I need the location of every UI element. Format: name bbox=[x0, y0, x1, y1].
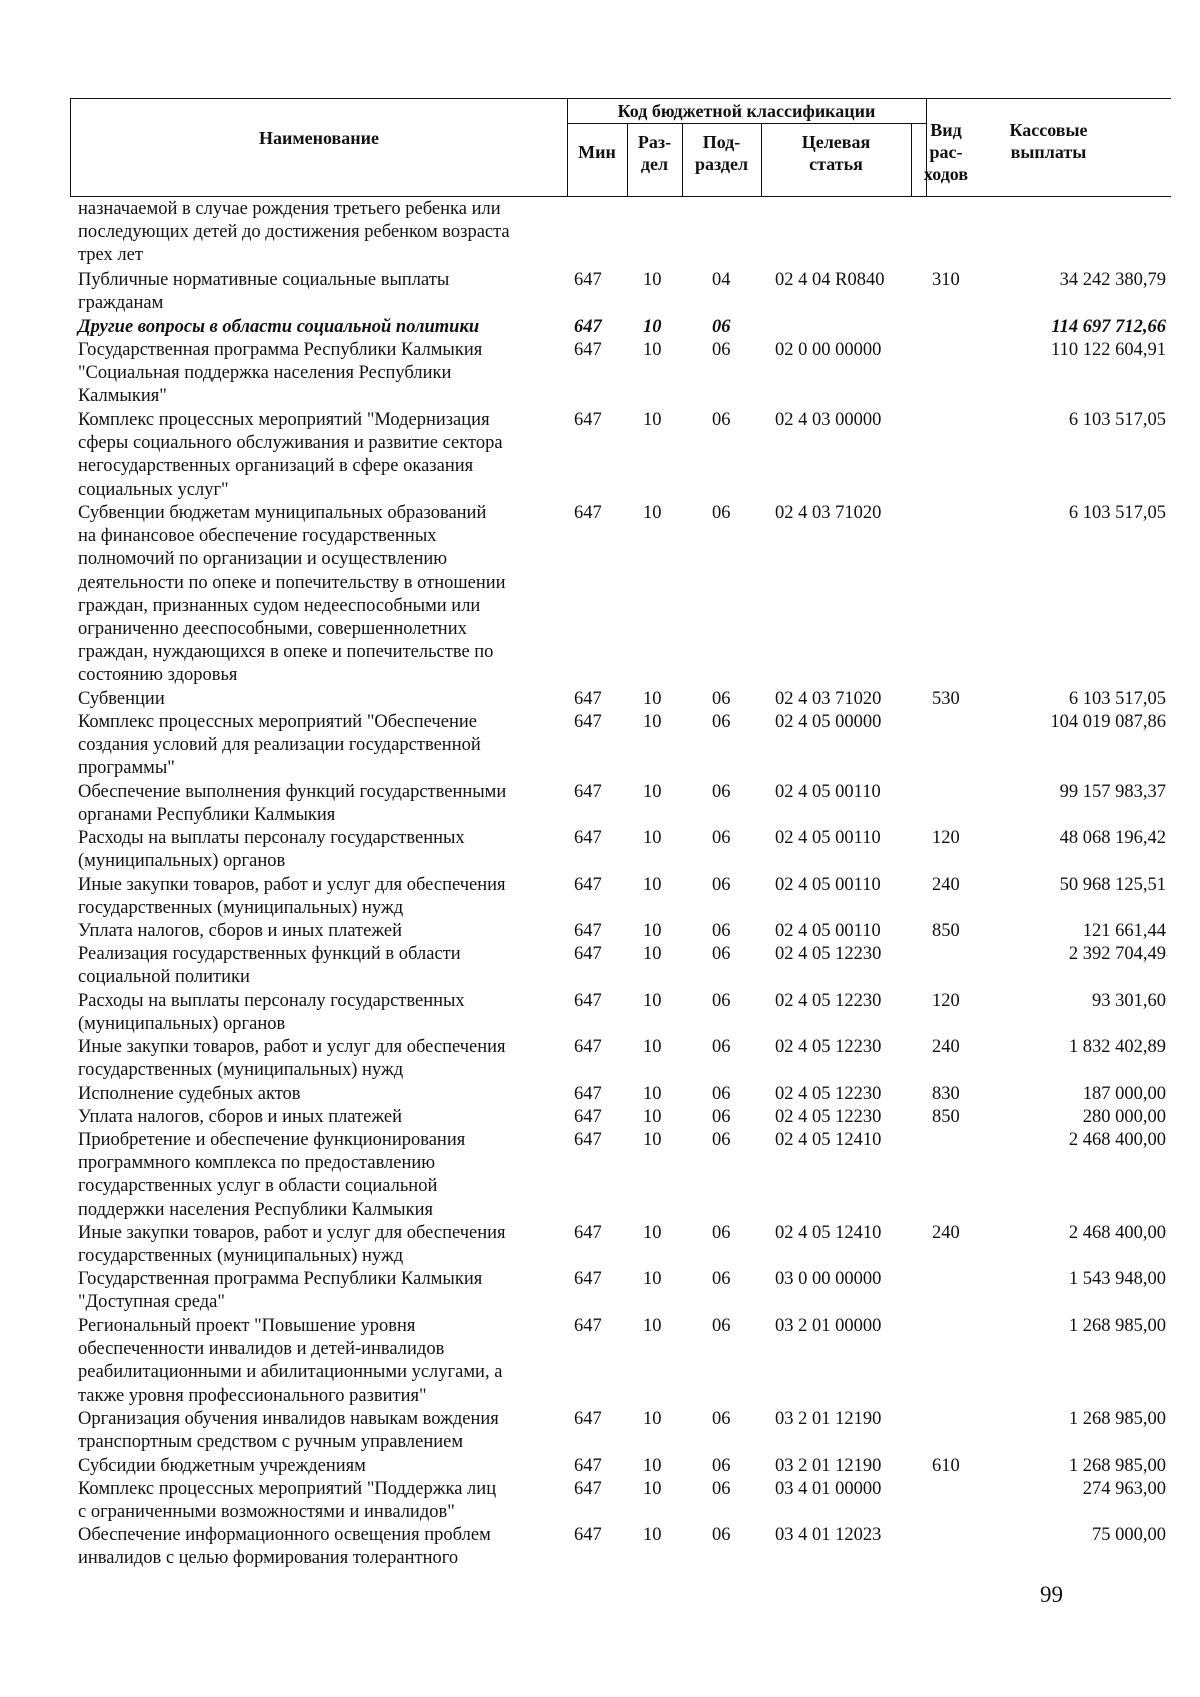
row-podrazdel: 06 bbox=[712, 1084, 731, 1104]
row-name: Обеспечение выполнения функций государственными органами Республики Калмыкия bbox=[78, 782, 507, 826]
row-name: Уплата налогов, сборов и иных платежей bbox=[78, 921, 403, 941]
row-celevaya: 02 4 05 00000 bbox=[775, 712, 882, 732]
row-sum: 280 000,00 bbox=[1082, 1107, 1166, 1127]
row-celevaya: 02 4 03 71020 bbox=[775, 689, 882, 709]
row-sum: 121 661,44 bbox=[1082, 921, 1166, 941]
row-vid: 240 bbox=[932, 1037, 960, 1057]
row-min: 647 bbox=[574, 1037, 602, 1057]
row-min: 647 bbox=[574, 782, 602, 802]
row-sum: 1 543 948,00 bbox=[1068, 1269, 1166, 1289]
row-name: Иные закупки товаров, работ и услуг для обеспечения государственных (муниципальных) нужд bbox=[78, 1037, 506, 1081]
row-razdel: 10 bbox=[643, 1107, 662, 1127]
row-razdel: 10 bbox=[643, 1525, 662, 1545]
row-name: Организация обучения инвалидов навыкам вождения транспортным средством с ручным управлением bbox=[78, 1409, 499, 1453]
row-name: Субсидии бюджетным учреждениям bbox=[78, 1456, 366, 1476]
row-sum: 6 103 517,05 bbox=[1068, 689, 1166, 709]
row-celevaya: 03 0 00 00000 bbox=[775, 1269, 882, 1289]
row-vid: 850 bbox=[932, 921, 960, 941]
row-min: 647 bbox=[574, 875, 602, 895]
row-sum: 114 697 712,66 bbox=[1051, 317, 1166, 337]
row-min: 647 bbox=[574, 689, 602, 709]
row-celevaya: 02 4 05 12410 bbox=[775, 1130, 882, 1150]
row-podrazdel: 06 bbox=[712, 689, 731, 709]
row-sum: 6 103 517,05 bbox=[1068, 503, 1166, 523]
row-name: Государственная программа Республики Калмыкия "Социальная поддержка населения Республики Калмыкия" bbox=[78, 340, 483, 407]
row-podrazdel: 06 bbox=[712, 828, 731, 848]
row-podrazdel: 06 bbox=[712, 991, 731, 1011]
row-razdel: 10 bbox=[643, 712, 662, 732]
page-number: 99 bbox=[1040, 1582, 1063, 1607]
row-vid: 850 bbox=[932, 1107, 960, 1127]
row-name: Обеспечение информационного освещения проблем инвалидов с целью формирования толерантного bbox=[78, 1525, 491, 1569]
header-kassa: Кассовые выплаты bbox=[1009, 120, 1088, 162]
row-name: Приобретение и обеспечение функционирования программного комплекса по предоставлению государственных услуг в области социальной поддержки населения Республики Калмыкия bbox=[78, 1130, 466, 1220]
header-vid: Вид рас- ходов bbox=[923, 120, 969, 184]
row-vid: 310 bbox=[932, 270, 960, 290]
row-podrazdel: 06 bbox=[712, 1107, 731, 1127]
row-celevaya: 02 4 05 12230 bbox=[775, 991, 882, 1011]
row-min: 647 bbox=[574, 1479, 602, 1499]
row-min: 647 bbox=[574, 944, 602, 964]
row-celevaya: 02 4 05 12230 bbox=[775, 1107, 882, 1127]
row-sum: 99 157 983,37 bbox=[1059, 782, 1166, 802]
row-celevaya: 02 4 03 71020 bbox=[775, 503, 882, 523]
header-podrazdel: Под- раздел bbox=[694, 132, 749, 174]
row-razdel: 10 bbox=[643, 1409, 662, 1429]
row-min: 647 bbox=[574, 991, 602, 1011]
table-header bbox=[70, 98, 1171, 197]
row-min: 647 bbox=[574, 1130, 602, 1150]
header-razdel: Раз- дел bbox=[637, 132, 672, 174]
row-podrazdel: 06 bbox=[712, 1269, 731, 1289]
row-podrazdel: 06 bbox=[712, 1037, 731, 1057]
row-razdel: 10 bbox=[643, 317, 662, 337]
row-min: 647 bbox=[574, 1456, 602, 1476]
row-sum: 75 000,00 bbox=[1092, 1525, 1166, 1545]
row-razdel: 10 bbox=[643, 782, 662, 802]
row-vid: 530 bbox=[932, 689, 960, 709]
row-razdel: 10 bbox=[643, 689, 662, 709]
row-celevaya: 02 4 03 00000 bbox=[775, 410, 882, 430]
row-sum: 93 301,60 bbox=[1092, 991, 1166, 1011]
row-name: Субвенции bbox=[78, 689, 165, 709]
row-min: 647 bbox=[574, 1084, 602, 1104]
row-podrazdel: 04 bbox=[712, 270, 731, 290]
row-sum: 50 968 125,51 bbox=[1059, 875, 1166, 895]
row-podrazdel: 06 bbox=[712, 921, 731, 941]
row-vid: 830 bbox=[932, 1084, 960, 1104]
row-celevaya: 02 4 05 00110 bbox=[775, 828, 881, 848]
row-min: 647 bbox=[574, 1316, 602, 1336]
row-razdel: 10 bbox=[643, 270, 662, 290]
row-celevaya: 03 2 01 12190 bbox=[775, 1409, 882, 1429]
row-min: 647 bbox=[574, 828, 602, 848]
row-podrazdel: 06 bbox=[712, 1409, 731, 1429]
row-razdel: 10 bbox=[643, 875, 662, 895]
row-vid: 610 bbox=[932, 1456, 960, 1476]
row-sum: 104 019 087,86 bbox=[1050, 712, 1166, 732]
row-name: Расходы на выплаты персоналу государственных (муниципальных) органов bbox=[78, 828, 465, 872]
row-podrazdel: 06 bbox=[712, 875, 731, 895]
row-vid: 240 bbox=[932, 1223, 960, 1243]
row-podrazdel: 06 bbox=[712, 782, 731, 802]
header-name: Наименование bbox=[259, 128, 379, 148]
row-name: Расходы на выплаты персоналу государственных (муниципальных) органов bbox=[78, 991, 465, 1035]
row-sum: 1 268 985,00 bbox=[1068, 1316, 1166, 1336]
header-min: Мин bbox=[578, 142, 616, 162]
row-vid: 120 bbox=[932, 991, 960, 1011]
row-celevaya: 02 4 05 00110 bbox=[775, 875, 881, 895]
row-razdel: 10 bbox=[643, 1037, 662, 1057]
row-min: 647 bbox=[574, 503, 602, 523]
row-razdel: 10 bbox=[643, 340, 662, 360]
row-celevaya: 02 4 05 12230 bbox=[775, 1084, 882, 1104]
row-min: 647 bbox=[574, 1107, 602, 1127]
row-podrazdel: 06 bbox=[712, 1525, 731, 1545]
row-sum: 2 468 400,00 bbox=[1068, 1223, 1166, 1243]
row-sum: 187 000,00 bbox=[1082, 1084, 1166, 1104]
row-name: Субвенции бюджетам муниципальных образований на финансовое обеспечение государственных полномочий по организации и осуществлению деятельности по опеке и попечительству в отношении граждан, признанных судом недееспособными или ограниченно дееспособными, совершеннолетних граждан, нуждающихся в опеке и попечительстве по состоянию здоровья bbox=[78, 503, 506, 686]
row-razdel: 10 bbox=[643, 503, 662, 523]
row-sum: 2 392 704,49 bbox=[1068, 944, 1166, 964]
row-celevaya: 03 2 01 00000 bbox=[775, 1316, 882, 1336]
row-min: 647 bbox=[574, 270, 602, 290]
row-podrazdel: 06 bbox=[712, 944, 731, 964]
row-name: Комплекс процессных мероприятий "Модернизация сферы социального обслуживания и развитие сектора негосударственных организаций в сфере оказания социальных услуг" bbox=[78, 410, 503, 500]
row-min: 647 bbox=[574, 1269, 602, 1289]
row-sum: 110 122 604,91 bbox=[1051, 340, 1166, 360]
row-podrazdel: 06 bbox=[712, 712, 731, 732]
row-vid: 120 bbox=[932, 828, 960, 848]
row-celevaya: 02 4 05 00110 bbox=[775, 921, 881, 941]
row-name: Комплекс процессных мероприятий "Обеспечение создания условий для реализации государственной программы" bbox=[78, 712, 481, 779]
row-min: 647 bbox=[574, 712, 602, 732]
header-code-group: Код бюджетной классификации bbox=[617, 101, 876, 121]
row-celevaya: 02 4 05 12230 bbox=[775, 944, 882, 964]
row-podrazdel: 06 bbox=[712, 1130, 731, 1150]
row-razdel: 10 bbox=[643, 1456, 662, 1476]
row-name: назначаемой в случае рождения третьего ребенка или последующих детей до достижения ребенком возраста трех лет bbox=[78, 199, 510, 266]
row-sum: 1 268 985,00 bbox=[1068, 1409, 1166, 1429]
row-razdel: 10 bbox=[643, 944, 662, 964]
row-razdel: 10 bbox=[643, 1479, 662, 1499]
row-vid: 240 bbox=[932, 875, 960, 895]
row-sum: 6 103 517,05 bbox=[1068, 410, 1166, 430]
row-celevaya: 02 4 05 12410 bbox=[775, 1223, 882, 1243]
row-celevaya: 02 4 05 00110 bbox=[775, 782, 881, 802]
row-sum: 274 963,00 bbox=[1082, 1479, 1166, 1499]
row-name: Иные закупки товаров, работ и услуг для обеспечения государственных (муниципальных) нужд bbox=[78, 1223, 506, 1267]
row-podrazdel: 06 bbox=[712, 503, 731, 523]
row-name: Исполнение судебных актов bbox=[78, 1084, 301, 1104]
row-min: 647 bbox=[574, 317, 602, 337]
row-sum: 2 468 400,00 bbox=[1068, 1130, 1166, 1150]
row-razdel: 10 bbox=[643, 1084, 662, 1104]
row-name: Уплата налогов, сборов и иных платежей bbox=[78, 1107, 403, 1127]
row-sum: 1 832 402,89 bbox=[1068, 1037, 1166, 1057]
row-name: Комплекс процессных мероприятий "Поддержка лиц с ограниченными возможностями и инвалидов" bbox=[78, 1479, 497, 1523]
row-name: Иные закупки товаров, работ и услуг для обеспечения государственных (муниципальных) нужд bbox=[78, 875, 506, 919]
row-celevaya: 02 4 05 12230 bbox=[775, 1037, 882, 1057]
row-min: 647 bbox=[574, 1409, 602, 1429]
row-min: 647 bbox=[574, 921, 602, 941]
row-celevaya: 03 4 01 12023 bbox=[775, 1525, 882, 1545]
row-podrazdel: 06 bbox=[712, 1456, 731, 1476]
row-min: 647 bbox=[574, 1223, 602, 1243]
row-min: 647 bbox=[574, 1525, 602, 1545]
row-razdel: 10 bbox=[643, 1223, 662, 1243]
row-sum: 34 242 380,79 bbox=[1059, 270, 1166, 290]
row-celevaya: 02 0 00 00000 bbox=[775, 340, 882, 360]
row-podrazdel: 06 bbox=[712, 1316, 731, 1336]
row-podrazdel: 06 bbox=[712, 1479, 731, 1499]
row-razdel: 10 bbox=[643, 1130, 662, 1150]
row-podrazdel: 06 bbox=[712, 1223, 731, 1243]
row-celevaya: 02 4 04 R0840 bbox=[775, 270, 885, 290]
header-celevaya: Целевая статья bbox=[801, 132, 871, 174]
row-podrazdel: 06 bbox=[712, 410, 731, 430]
row-razdel: 10 bbox=[643, 921, 662, 941]
row-razdel: 10 bbox=[643, 991, 662, 1011]
row-celevaya: 03 2 01 12190 bbox=[775, 1456, 882, 1476]
row-name: Государственная программа Республики Калмыкия "Доступная среда" bbox=[78, 1269, 483, 1313]
row-podrazdel: 06 bbox=[712, 317, 731, 337]
row-sum: 48 068 196,42 bbox=[1059, 828, 1166, 848]
row-name: Другие вопросы в области социальной политики bbox=[78, 317, 480, 337]
row-name: Реализация государственных функций в области социальной политики bbox=[78, 944, 461, 988]
row-razdel: 10 bbox=[643, 410, 662, 430]
row-min: 647 bbox=[574, 340, 602, 360]
row-sum: 1 268 985,00 bbox=[1068, 1456, 1166, 1476]
row-razdel: 10 bbox=[643, 828, 662, 848]
row-razdel: 10 bbox=[643, 1269, 662, 1289]
row-razdel: 10 bbox=[643, 1316, 662, 1336]
row-min: 647 bbox=[574, 410, 602, 430]
row-celevaya: 03 4 01 00000 bbox=[775, 1479, 882, 1499]
row-podrazdel: 06 bbox=[712, 340, 731, 360]
row-name: Региональный проект "Повышение уровня обеспеченности инвалидов и детей-инвалидов реабилитационными и абилитационными услугами, а также уровня профессионального развития" bbox=[78, 1316, 503, 1406]
row-name: Публичные нормативные социальные выплаты гражданам bbox=[78, 270, 450, 314]
